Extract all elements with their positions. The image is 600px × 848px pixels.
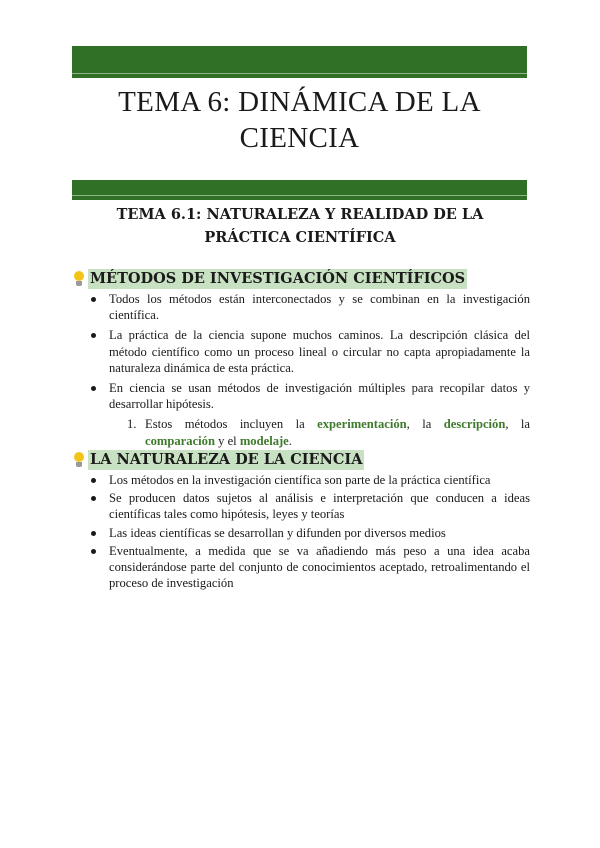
list-item-text: En ciencia se usan métodos de investigación múltiples para recopilar datos y desarrollar hipótesis. — [109, 381, 530, 412]
list-item — [72, 380, 530, 450]
section-naturaleza — [72, 450, 530, 593]
list-item: Eventualmente, a medida que se va añadiendo más peso a una idea acaba considerándose parte del conjunto de conocimientos aceptado, retroalimentando el proceso de investigación — [72, 543, 530, 592]
section-heading — [72, 269, 530, 289]
item-text: . — [288, 434, 292, 449]
list-item: Los métodos en la investigación científica son parte de la práctica científica — [72, 472, 530, 488]
heading-text: MÉTODOS DE INVESTIGACIÓN CIENTÍFICOS — [90, 270, 466, 287]
header-band-top — [72, 46, 527, 78]
section-heading — [72, 450, 530, 470]
keyword-modelaje: modelaje — [239, 434, 289, 449]
section-metodos — [72, 269, 530, 454]
item-text: , la — [406, 417, 444, 432]
list-item: Se producen datos sujetos al análisis e interpretación que conducen a ideas científicas tales como hipótesis, leyes y teorías — [72, 490, 530, 522]
section-subtitle: TEMA 6.1: NATURALEZA Y REALIDAD DE LA PRÁCTICA CIENTÍFICA — [116, 206, 484, 246]
page-title: TEMA 6: DINÁMICA DE LA CIENCIA — [118, 86, 481, 154]
item-text: , la — [505, 417, 531, 432]
keyword-experimentacion: experimentación — [317, 417, 407, 432]
list-item: Las ideas científicas se desarrollan y difunden por diversos medios — [72, 525, 530, 541]
item-text: y el — [214, 434, 240, 449]
list-item: Todos los métodos están interconectados y se combinan en la investigación científica. — [72, 291, 530, 323]
heading-text: LA NATURALEZA DE LA CIENCIA — [90, 451, 363, 468]
header-band-bottom — [72, 180, 527, 200]
item-number: 1. — [127, 417, 137, 432]
keyword-comparacion: comparación — [145, 434, 215, 449]
keyword-descripcion: descripción — [443, 417, 506, 432]
lightbulb-icon — [72, 270, 86, 288]
numbered-list — [109, 416, 530, 450]
numbered-item — [109, 416, 530, 450]
bullet-list — [72, 291, 530, 450]
list-item: La práctica de la ciencia supone muchos caminos. La descripción clásica del método científico como un proceso lineal o circular no capta apropiadamente la naturaleza dinámica de esta práctica. — [72, 327, 530, 376]
lightbulb-icon — [72, 451, 86, 469]
bullet-list — [72, 472, 530, 591]
item-text: Estos métodos incluyen la — [145, 417, 318, 432]
